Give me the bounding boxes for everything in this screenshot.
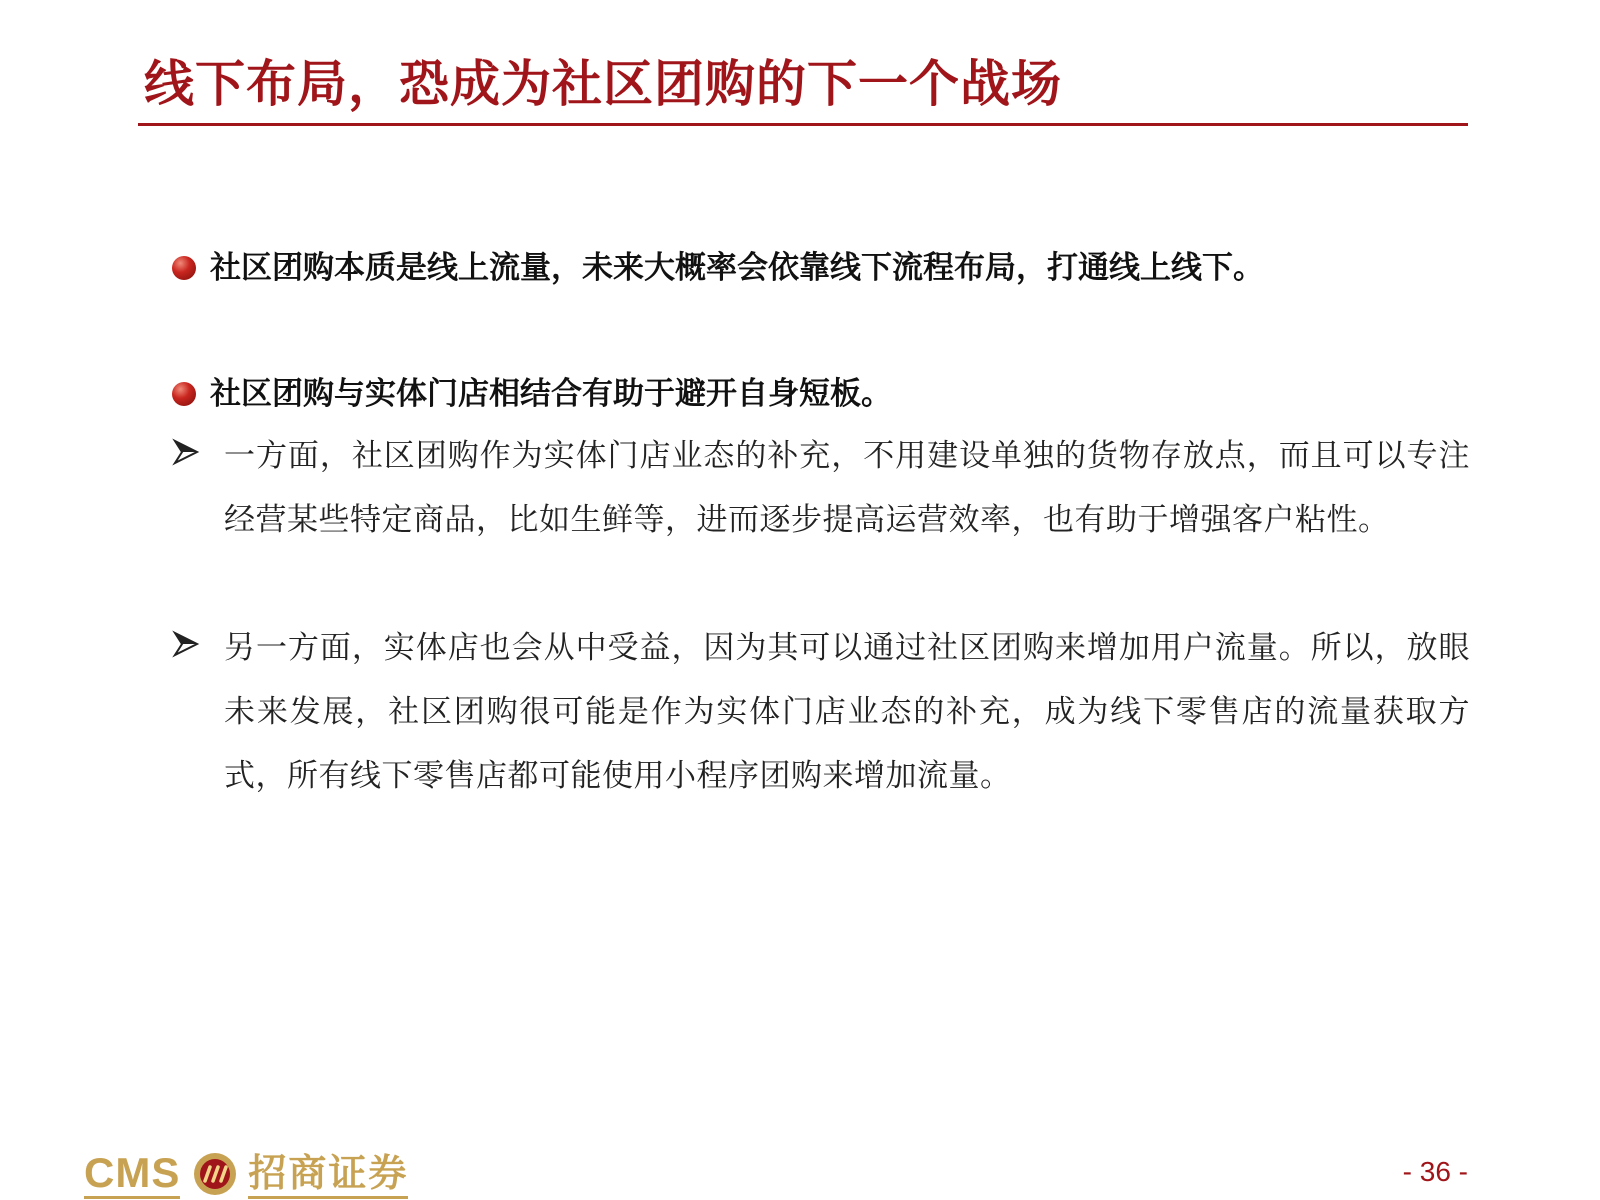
page-number: - 36 -	[1402, 1156, 1468, 1187]
page-title: 线下布局，恐成为社区团购的下一个战场	[144, 55, 1062, 113]
arrowhead-bullet-icon	[172, 630, 200, 658]
title-underline	[138, 123, 1468, 126]
sub-bullet-item	[172, 616, 1472, 808]
bullet-text: 社区团购与实体门店相结合有助于避开自身短板。	[210, 376, 892, 412]
sub-bullet-item	[172, 424, 1472, 552]
logo-latin-text: CMS	[84, 1150, 180, 1199]
company-logo	[84, 1148, 408, 1200]
arrowhead-bullet-icon	[172, 438, 200, 466]
red-ball-bullet-icon	[172, 256, 196, 280]
bullet-item	[172, 248, 1264, 288]
bullet-text: 社区团购本质是线上流量，未来大概率会依靠线下流程布局，打通线上线下。	[210, 250, 1264, 286]
logo-chinese-text: 招商证券	[248, 1150, 408, 1199]
sub-bullet-text: 另一方面，实体店也会从中受益，因为其可以通过社区团购来增加用户流量。所以，放眼未来发展，社区团购很可能是作为实体门店业态的补充，成为线下零售店的流量获取方式，所有线下零售店都可能使用小程序团购来增加流量。	[224, 630, 1470, 794]
red-ball-bullet-icon	[172, 382, 196, 406]
bullet-item	[172, 374, 892, 414]
cms-emblem-icon	[192, 1151, 238, 1197]
sub-bullet-text: 一方面，社区团购作为实体门店业态的补充，不用建设单独的货物存放点，而且可以专注经营某些特定商品，比如生鲜等，进而逐步提高运营效率，也有助于增强客户粘性。	[224, 438, 1470, 538]
